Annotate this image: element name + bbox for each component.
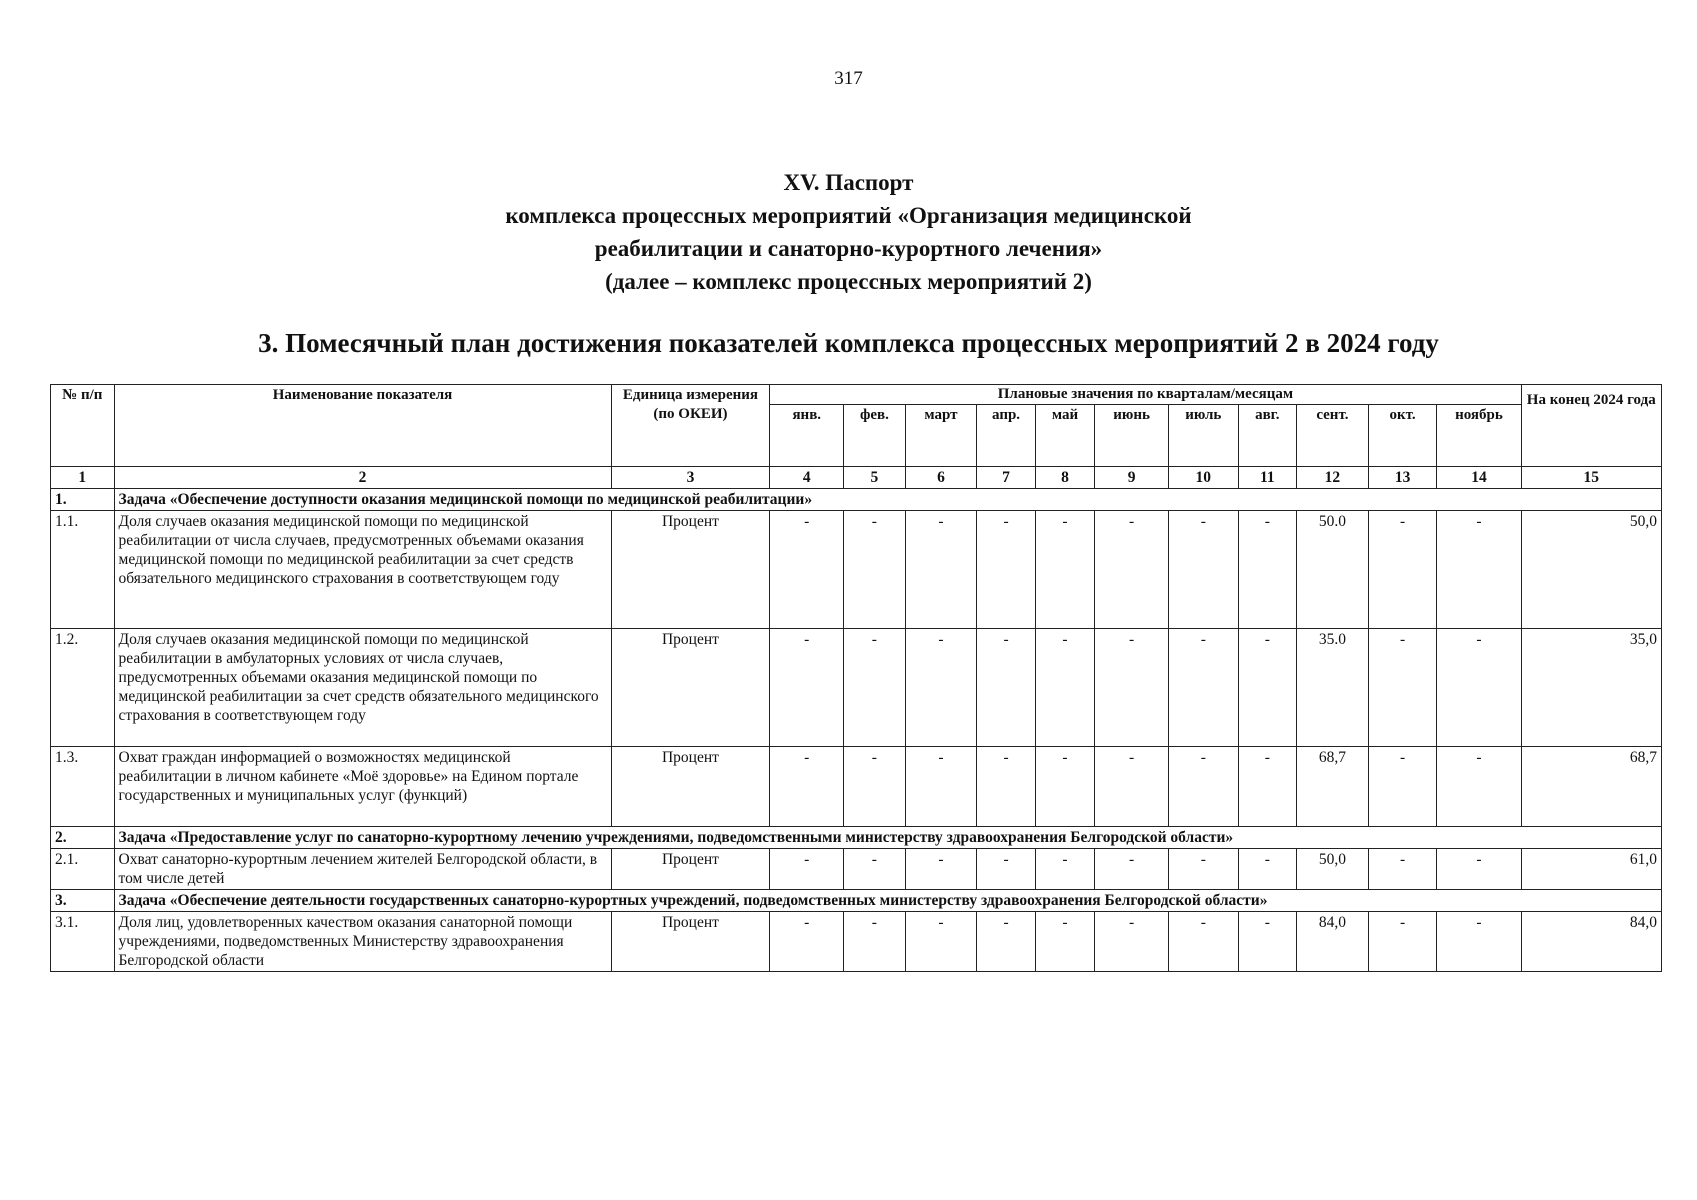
task-title: Задача «Предоставление услуг по санаторно-курортному лечению учреждениями, подведомственными министерству здравоохранения Белгородской области»	[114, 827, 1661, 849]
column-number: 8	[1035, 467, 1094, 489]
indicator-number: 1.1.	[51, 511, 115, 629]
month-value: -	[770, 747, 844, 827]
month-value: -	[977, 629, 1035, 747]
month-value: -	[1168, 912, 1238, 972]
month-value: -	[1437, 747, 1521, 827]
month-value: -	[770, 912, 844, 972]
month-value: -	[770, 849, 844, 890]
month-value: -	[977, 747, 1035, 827]
month-value: -	[1095, 912, 1169, 972]
header-month: фев.	[844, 405, 905, 467]
month-value: -	[1095, 629, 1169, 747]
indicator-unit: Процент	[611, 912, 770, 972]
indicator-row	[51, 511, 1662, 629]
month-value: -	[1437, 511, 1521, 629]
year-end-value: 68,7	[1521, 747, 1662, 827]
header-num: № п/п	[51, 385, 115, 467]
month-value: -	[844, 629, 905, 747]
indicator-name: Доля случаев оказания медицинской помощи по медицинской реабилитации в амбулаторных условиях от числа случаев, предусмотренных объемами оказания медицинской помощи по медицинской реабилитации за счет средств обязательного медицинского страхования в соответствующем году	[114, 629, 611, 747]
year-end-value: 50,0	[1521, 511, 1662, 629]
column-number: 1	[51, 467, 115, 489]
column-number: 10	[1168, 467, 1238, 489]
title-line: (далее – комплекс процессных мероприятий 2)	[605, 269, 1092, 294]
task-number: 1.	[51, 489, 115, 511]
month-value: -	[1238, 747, 1296, 827]
month-value: -	[1238, 629, 1296, 747]
column-number: 9	[1095, 467, 1169, 489]
month-value: -	[1095, 747, 1169, 827]
header-month: янв.	[770, 405, 844, 467]
year-end-value: 61,0	[1521, 849, 1662, 890]
indicator-name: Охват граждан информацией о возможностях медицинской реабилитации в личном кабинете «Моё здоровье» на Едином портале государственных и муниципальных услуг (функций)	[114, 747, 611, 827]
month-value: 68,7	[1297, 747, 1369, 827]
column-numbers-row	[51, 467, 1662, 489]
monthly-plan-table	[50, 384, 1662, 972]
month-value: -	[977, 912, 1035, 972]
indicator-unit: Процент	[611, 511, 770, 629]
indicator-row	[51, 912, 1662, 972]
title-line: XV. Паспорт	[783, 170, 914, 195]
month-value: -	[844, 849, 905, 890]
month-value: -	[905, 629, 977, 747]
header-month: июль	[1168, 405, 1238, 467]
month-value: -	[1368, 629, 1437, 747]
header-month: авг.	[1238, 405, 1296, 467]
indicator-number: 2.1.	[51, 849, 115, 890]
month-value: -	[1238, 912, 1296, 972]
page-number: 317	[834, 68, 863, 89]
month-value: -	[1368, 849, 1437, 890]
month-value: -	[1168, 511, 1238, 629]
task-title: Задача «Обеспечение доступности оказания медицинской помощи по медицинской реабилитации»	[114, 489, 1661, 511]
month-value: -	[1168, 629, 1238, 747]
month-value: -	[1437, 629, 1521, 747]
month-value: -	[1368, 912, 1437, 972]
year-end-value: 84,0	[1521, 912, 1662, 972]
month-value: -	[1437, 912, 1521, 972]
header-month: сент.	[1297, 405, 1369, 467]
column-number: 6	[905, 467, 977, 489]
month-value: -	[905, 511, 977, 629]
month-value: -	[1095, 849, 1169, 890]
month-value: -	[1035, 912, 1094, 972]
header-month: ноябрь	[1437, 405, 1521, 467]
task-row	[51, 489, 1662, 511]
column-number: 3	[611, 467, 770, 489]
indicator-number: 1.3.	[51, 747, 115, 827]
month-value: -	[1368, 511, 1437, 629]
header-month: окт.	[1368, 405, 1437, 467]
header-planned: Плановые значения по кварталам/месяцам	[770, 385, 1521, 405]
header-month: апр.	[977, 405, 1035, 467]
month-value: -	[905, 849, 977, 890]
indicator-row	[51, 747, 1662, 827]
month-value: 35.0	[1297, 629, 1369, 747]
header-month: июнь	[1095, 405, 1169, 467]
month-value: -	[1238, 849, 1296, 890]
column-number: 15	[1521, 467, 1662, 489]
column-number: 4	[770, 467, 844, 489]
section-subtitle: 3. Помесячный план достижения показателей комплекса процессных мероприятий 2 в 2024 году	[258, 328, 1439, 358]
header-month: май	[1035, 405, 1094, 467]
year-end-value: 35,0	[1521, 629, 1662, 747]
indicator-row	[51, 849, 1662, 890]
month-value: -	[770, 511, 844, 629]
indicator-unit: Процент	[611, 849, 770, 890]
indicator-name: Охват санаторно-курортным лечением жителей Белгородской области, в том числе детей	[114, 849, 611, 890]
column-number: 11	[1238, 467, 1296, 489]
month-value: -	[977, 511, 1035, 629]
task-number: 2.	[51, 827, 115, 849]
task-row	[51, 827, 1662, 849]
column-number: 12	[1297, 467, 1369, 489]
month-value: 84,0	[1297, 912, 1369, 972]
month-value: 50,0	[1297, 849, 1369, 890]
indicator-name: Доля лиц, удовлетворенных качеством оказания санаторной помощи учреждениями, подведомственных Министерству здравоохранения Белгородской области	[114, 912, 611, 972]
month-value: -	[1035, 511, 1094, 629]
month-value: -	[1035, 629, 1094, 747]
column-number: 7	[977, 467, 1035, 489]
task-row	[51, 890, 1662, 912]
month-value: -	[977, 849, 1035, 890]
month-value: -	[905, 912, 977, 972]
month-value: -	[1168, 747, 1238, 827]
month-value: -	[1035, 849, 1094, 890]
indicator-row	[51, 629, 1662, 747]
month-value: -	[1368, 747, 1437, 827]
indicator-number: 3.1.	[51, 912, 115, 972]
month-value: -	[1437, 849, 1521, 890]
header-name: Наименование показателя	[114, 385, 611, 467]
header-month: март	[905, 405, 977, 467]
column-number: 14	[1437, 467, 1521, 489]
month-value: -	[844, 511, 905, 629]
month-value: -	[1168, 849, 1238, 890]
indicator-name: Доля случаев оказания медицинской помощи по медицинской реабилитации от числа случаев, предусмотренных объемами оказания медицинской помощи по медицинской реабилитации за счет средств обязательного медицинского страхования в соответствующем году	[114, 511, 611, 629]
task-title: Задача «Обеспечение деятельности государственных санаторно-курортных учреждений, подведомственных министерству здравоохранения Белгородской области»	[114, 890, 1661, 912]
indicator-number: 1.2.	[51, 629, 115, 747]
indicator-unit: Процент	[611, 747, 770, 827]
header-end: На конец 2024 года	[1521, 385, 1662, 467]
month-value: -	[770, 629, 844, 747]
title-line: комплекса процессных мероприятий «Организация медицинской	[505, 203, 1192, 228]
month-value: -	[1238, 511, 1296, 629]
month-value: -	[905, 747, 977, 827]
month-value: -	[844, 747, 905, 827]
month-value: -	[1035, 747, 1094, 827]
header-unit: Единица измерения (по ОКЕИ)	[611, 385, 770, 467]
title-line: реабилитации и санаторно-курортного лечения»	[594, 236, 1103, 261]
task-number: 3.	[51, 890, 115, 912]
indicator-unit: Процент	[611, 629, 770, 747]
month-value: -	[844, 912, 905, 972]
document-title	[0, 166, 1697, 298]
month-value: -	[1095, 511, 1169, 629]
column-number: 5	[844, 467, 905, 489]
column-number: 2	[114, 467, 611, 489]
month-value: 50.0	[1297, 511, 1369, 629]
column-number: 13	[1368, 467, 1437, 489]
